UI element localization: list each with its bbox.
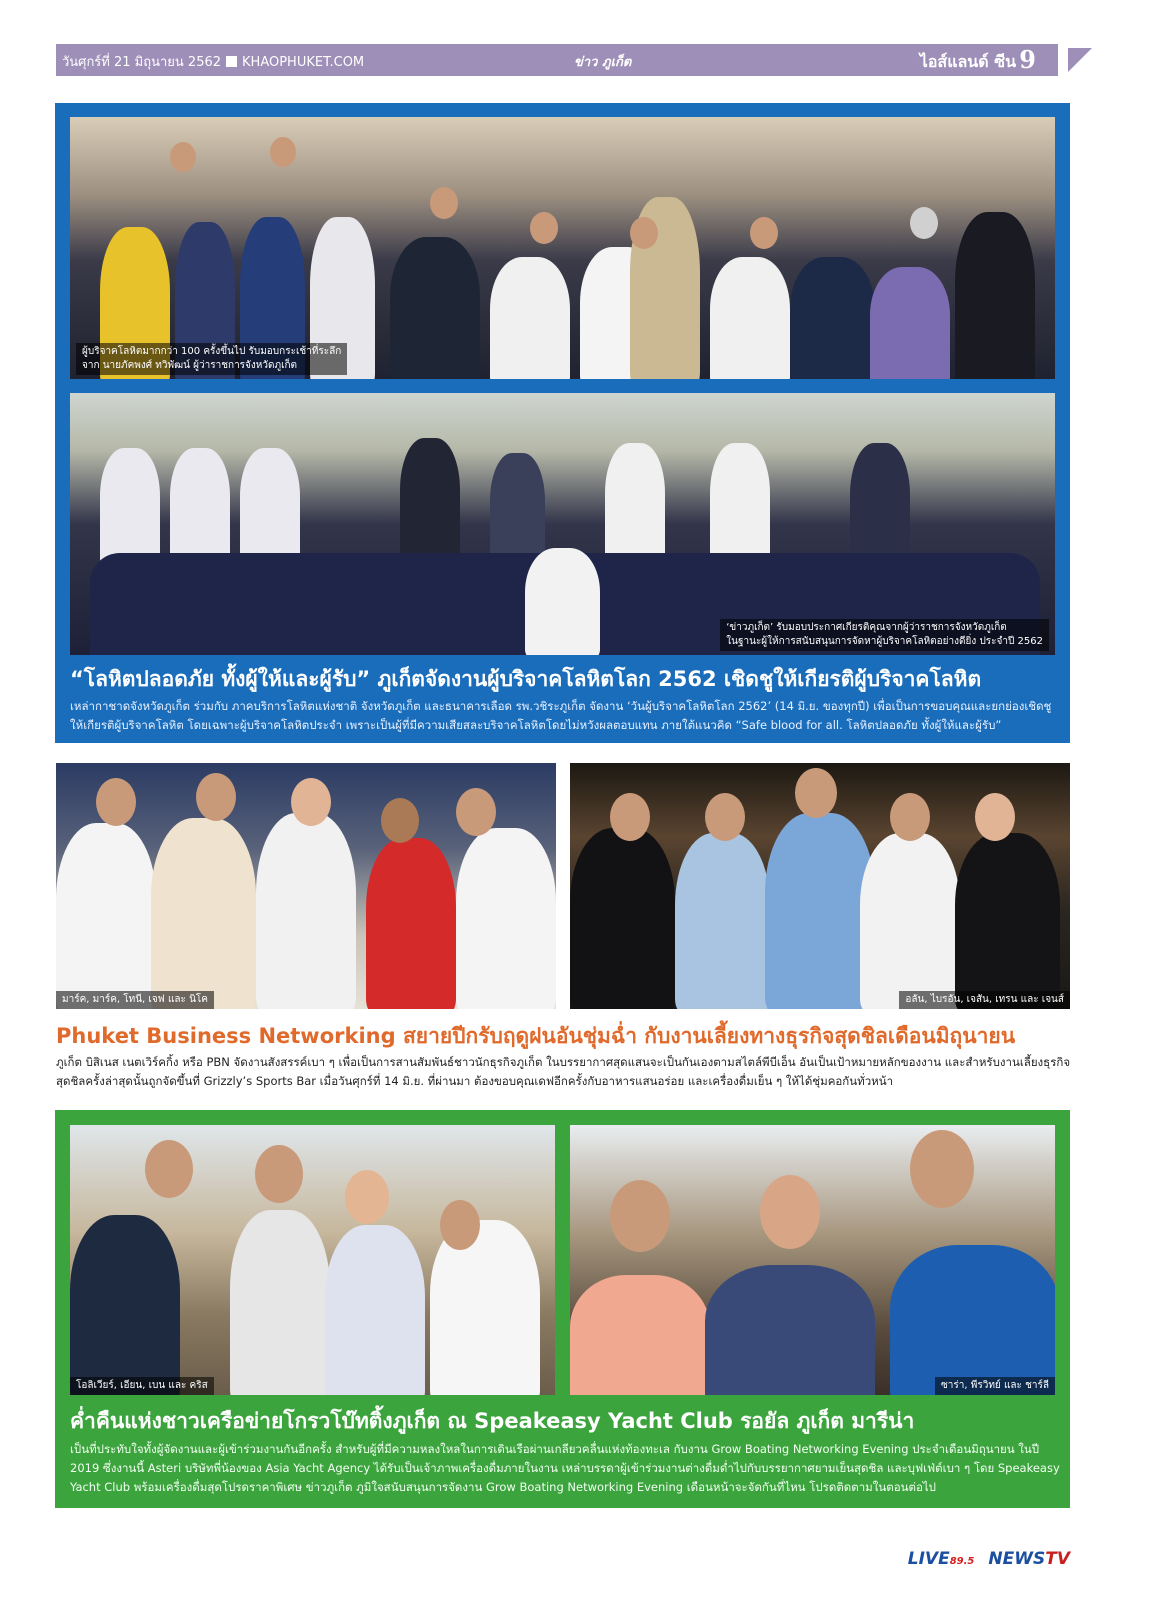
caption-line: ในฐานะผู้ให้การสนับสนุนการจัดหาผู้บริจาคโลหิตอย่างดียิ่ง ประจำปี 2562	[726, 636, 1043, 647]
news-logo-text: NEWS	[988, 1549, 1046, 1569]
photo-caption: ซาร่า, พีรวิทย์ และ ชาร์ลี	[935, 1377, 1055, 1395]
caption-line: จาก นายภัคพงศ์ ทวิพัฒน์ ผู้ว่าราชการจังหวัดภูเก็ต	[82, 360, 298, 371]
pbn-photo-1	[56, 763, 556, 1009]
square-icon	[226, 56, 237, 67]
grow-boating-photo-1	[70, 1125, 555, 1395]
grow-boating-headline: ค่ำคืนแห่งชาวเครือข่ายโกรวโบ๊ทติ้งภูเก็ต ณ Speakeasy Yacht Club รอยัล ภูเก็ต มารีน่า	[70, 1409, 915, 1433]
section-title: ไอส์แลนด์ ซีน	[919, 52, 1016, 71]
photo-caption	[720, 619, 1049, 651]
live-radio-logo	[908, 1549, 975, 1569]
caption-line: ‘ข่าวภูเก็ต’ รับมอบประกาศเกียรติคุณจากผู้ว่าราชการจังหวัดภูเก็ต	[726, 622, 1007, 633]
page-number: 9	[1019, 45, 1036, 74]
blood-donation-photo-1	[70, 117, 1055, 379]
header-date: วันศุกร์ที่ 21 มิถุนายน 2562	[62, 55, 222, 70]
news-logo-suffix: TV	[1045, 1549, 1070, 1569]
news-tv-logo	[988, 1549, 1070, 1569]
pbn-body: ภูเก็ต บิสิเนส เนตเวิร์คกิ้ง หรือ PBN จัดงานสังสรรค์เบา ๆ เพื่อเป็นการสานสัมพันธ์ชาวนักธุรกิจภูเก็ต ในบรรยากาศสุดแสนจะเป็นกันเองตามสไตล์พีบีเอ็น อันเป็นเป้าหมายหลักของงาน และสำหรับงานเลี้ยงธุรกิจสุดชิลครั้งล่าสุดนั้นถูกจัดขึ้นที่ Grizzly’s Sports Bar เมื่อวันศุกร์ที่ 14 มิ.ย. ที่ผ่านมา ต้องขอบคุณเดฟอีกครั้งกับอาหารแสนอร่อย และเครื่องดื่มเย็น ๆ ให้ได้ชุ่มคอกันทั่วหน้า	[56, 1055, 1071, 1088]
photo-caption: โอลิเวียร์, เอียน, เบน และ คริส	[70, 1377, 214, 1395]
grow-boating-body: เป็นที่ประทับใจทั้งผู้จัดงานและผู้เข้าร่วมงานกันอีกครั้ง สำหรับผู้ที่มีความหลงใหลในการเดินเรือผ่านเกลียวคลื่นแห่งท้องทะเล กับงาน Grow Boating Networking Evening ประจำเดือนมิถุนายน ในปี 2019 ซึ่งงานนี้ Asteri บริษัทพี่น้องของ Asia Yacht Agency ได้รับเป็นเจ้าภาพเครื่องดื่มภายในงาน เหล่าบรรดาผู้เข้าร่วมงานต่างดื่มด่ำไปกับบรรยากาศยามเย็นสุดชิล และบุฟเฟ่ต์เบา ๆ โดย Speakeasy Yacht Club พร้อมเครื่องดื่มสุดโปรดราคาพิเศษ ข่าวภูเก็ต ภูมิใจสนับสนุนการจัดงาน Grow Boating Networking Evening เดือนหน้าจะจัดกันที่ไหน โปรดติดตามในตอนต่อไป	[70, 1442, 1060, 1494]
corner-mark-icon	[1056, 44, 1096, 76]
blood-donation-body: เหล่ากาชาดจังหวัดภูเก็ต ร่วมกับ ภาคบริการโลหิตแห่งชาติ จังหวัดภูเก็ต และธนาคารเลือด รพ.วชิระภูเก็ต จัดงาน ‘วันผู้บริจาคโลหิตโลก 2562’ (14 มิ.ย. ของทุกปี) เพื่อเป็นการขอบคุณและยกย่องเชิดชูให้เกียรติผู้บริจาคโลหิต โดยเฉพาะผู้บริจาคโลหิตประจำ เพราะเป็นผู้ที่มีความเสียสละบริจาคโลหิตโดยไม่หวังผลตอบแทน ภายใต้แนวคิด “Safe blood for all. โลหิตปลอดภัย ทั้งผู้ให้และผู้รับ”	[70, 699, 1052, 732]
header-website: KHAOPHUKET.COM	[242, 55, 365, 70]
photo-caption: อลัน, ไบรอัน, เจสัน, เทรน และ เจนส์	[899, 991, 1070, 1009]
caption-line: ผู้บริจาคโลหิตมากกว่า 100 ครั้งขึ้นไป รับมอบกระเช้าที่ระลึก	[82, 346, 342, 357]
footer-logos	[908, 1548, 1070, 1570]
pbn-photo-2	[570, 763, 1070, 1009]
photo-caption	[76, 343, 347, 375]
pbn-headline: Phuket Business Networking สยายปีกรับฤดูฝนอันชุ่มฉ่ำ กับงานเลี้ยงทางธุรกิจสุดชิลเดือนมิถุนายน	[56, 1024, 1016, 1048]
newspaper-logo: ข่าว ภูเก็ต	[574, 55, 632, 70]
photo-caption: มาร์ค, มาร์ค, โทนี, เจฟ และ นิโค	[56, 991, 214, 1009]
live-logo-frequency: 89.5	[949, 1556, 975, 1567]
grow-boating-photo-2	[570, 1125, 1055, 1395]
blood-donation-photo-2	[70, 393, 1055, 655]
page-header	[56, 44, 1096, 76]
live-logo-text: LIVE	[907, 1549, 950, 1569]
blood-donation-headline: “โลหิตปลอดภัย ทั้งผู้ให้และผู้รับ” ภูเก็ตจัดงานผู้บริจาคโลหิตโลก 2562 เชิดชูให้เกียรติผู้บริจาคโลหิต	[70, 667, 982, 691]
header-date-line	[62, 51, 364, 72]
